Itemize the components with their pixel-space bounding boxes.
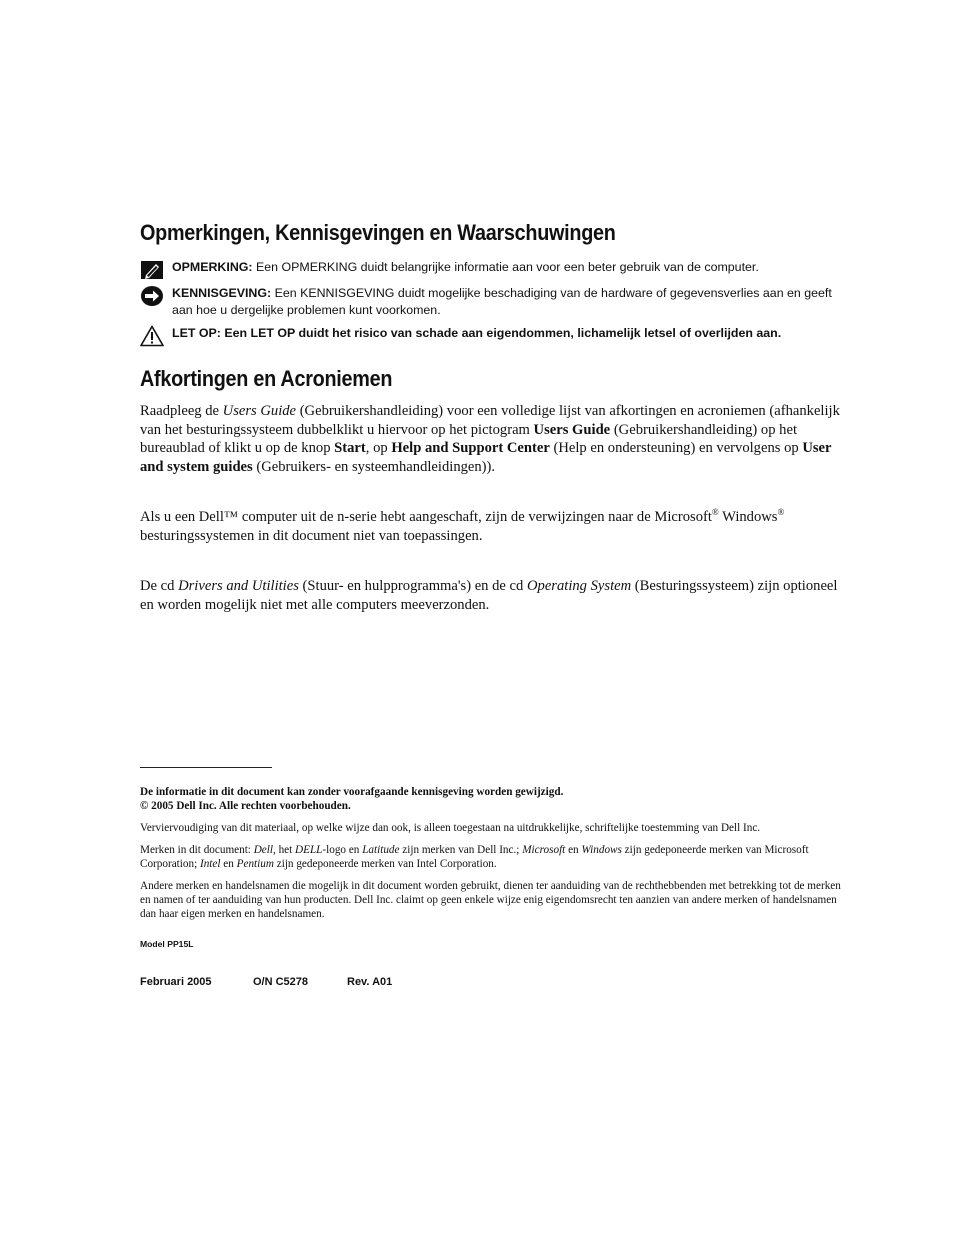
notice-arrow-icon: [140, 285, 164, 307]
fineprint-other-marks: Andere merken en handelsnamen die mogelijk in dit document worden gebruikt, dienen ter aanduiding van de rechthebbenden met betrekking tot de merken en namen of ter aanduiding van hun producten. Dell Inc. claimt op geen enkele wijze enig eigendomsrecht ten aanzien van andere merken of handelsnamen dan haar eigen merken en handelsnamen.: [140, 880, 841, 920]
pencil-note-icon: [140, 259, 164, 281]
note-text: Een OPMERKING duidt belangrijke informatie aan voor een beter gebruik van de computer.: [256, 260, 759, 274]
help-center-label: Help and Support Center: [391, 440, 550, 456]
heading-notes: Opmerkingen, Kennisgevingen en Waarschuwingen: [140, 220, 616, 245]
user-guides-label: User and system guides: [140, 440, 832, 475]
fineprint-info: De informatie in dit document kan zonder voorafgaande kennisgeving worden gewijzigd. © 2005 Dell Inc. Alle rechten voorbehouden.: [140, 786, 564, 812]
fineprint-trademarks: Merken in dit document: Dell, het DELL-logo en Latitude zijn merken van Dell Inc.; Microsoft en Windows zijn gedeponeerde merken van Microsoft Corporation; Intel en Pentium zijn gedeponeerde merken van Intel Corporation.: [140, 844, 809, 870]
caution-label: LET OP:: [172, 326, 221, 340]
paragraph-n-series: Als u een Dell™ computer uit de n-serie hebt aangeschaft, zijn de verwijzingen naar de Microsoft® Windows® besturingssystemen in dit document niet van toepassingen.: [140, 507, 785, 544]
heading-abbreviations: Afkortingen en Acroniemen: [140, 366, 393, 391]
users-guide-icon-label: Users Guide: [533, 421, 611, 438]
note-block: [140, 259, 850, 276]
start-label: Start: [334, 440, 366, 456]
notice-label: KENNISGEVING:: [172, 286, 272, 300]
publication-date: Februari 2005: [140, 976, 212, 988]
part-number: O/N C5278: [253, 976, 309, 988]
paragraph-users-guide: Raadpleeg de Users Guide (Gebruikershandleiding) voor een volledige lijst van afkortingen en acroniemen (afhankelijk van het besturingssysteem dubbelklikt u hiervoor op het pictogram Users Guide (Gebruikershandleiding) op het bureaublad of klikt u op de knop Start, op Help and Support Center (Help en ondersteuning) en vervolgens op User and system guides (Gebruikers- en systeemhandleidingen)).: [140, 403, 840, 475]
fineprint-reproduction: Verviervoudiging van dit materiaal, op welke wijze dan ook, is alleen toegestaan na uitdrukkelijke, schriftelijke toestemming van Dell Inc.: [140, 822, 761, 834]
notice-text: Een KENNISGEVING duidt mogelijke beschadiging van de hardware of gegevensverlies aan en geeft aan hoe u dergelijke problemen kunt voorkomen.: [172, 286, 832, 317]
note-label: OPMERKING:: [172, 260, 253, 274]
revision: Rev. A01: [347, 976, 393, 988]
warning-triangle-icon: [140, 325, 164, 347]
paragraph-cds: De cd Drivers and Utilities (Stuur- en hulpprogramma's) en de cd Operating System (Besturingssysteem) zijn optioneel en worden mogelijk niet met alle computers meeverzonden.: [140, 578, 838, 613]
footnote-divider: [140, 767, 272, 768]
caution-text: Een LET OP duidt het risico van schade aan eigendommen, lichamelijk letsel of overlijden aan.: [224, 326, 782, 340]
model-number: Model PP15L: [140, 939, 194, 949]
notice-block: [140, 285, 850, 319]
caution-block: [140, 325, 850, 342]
